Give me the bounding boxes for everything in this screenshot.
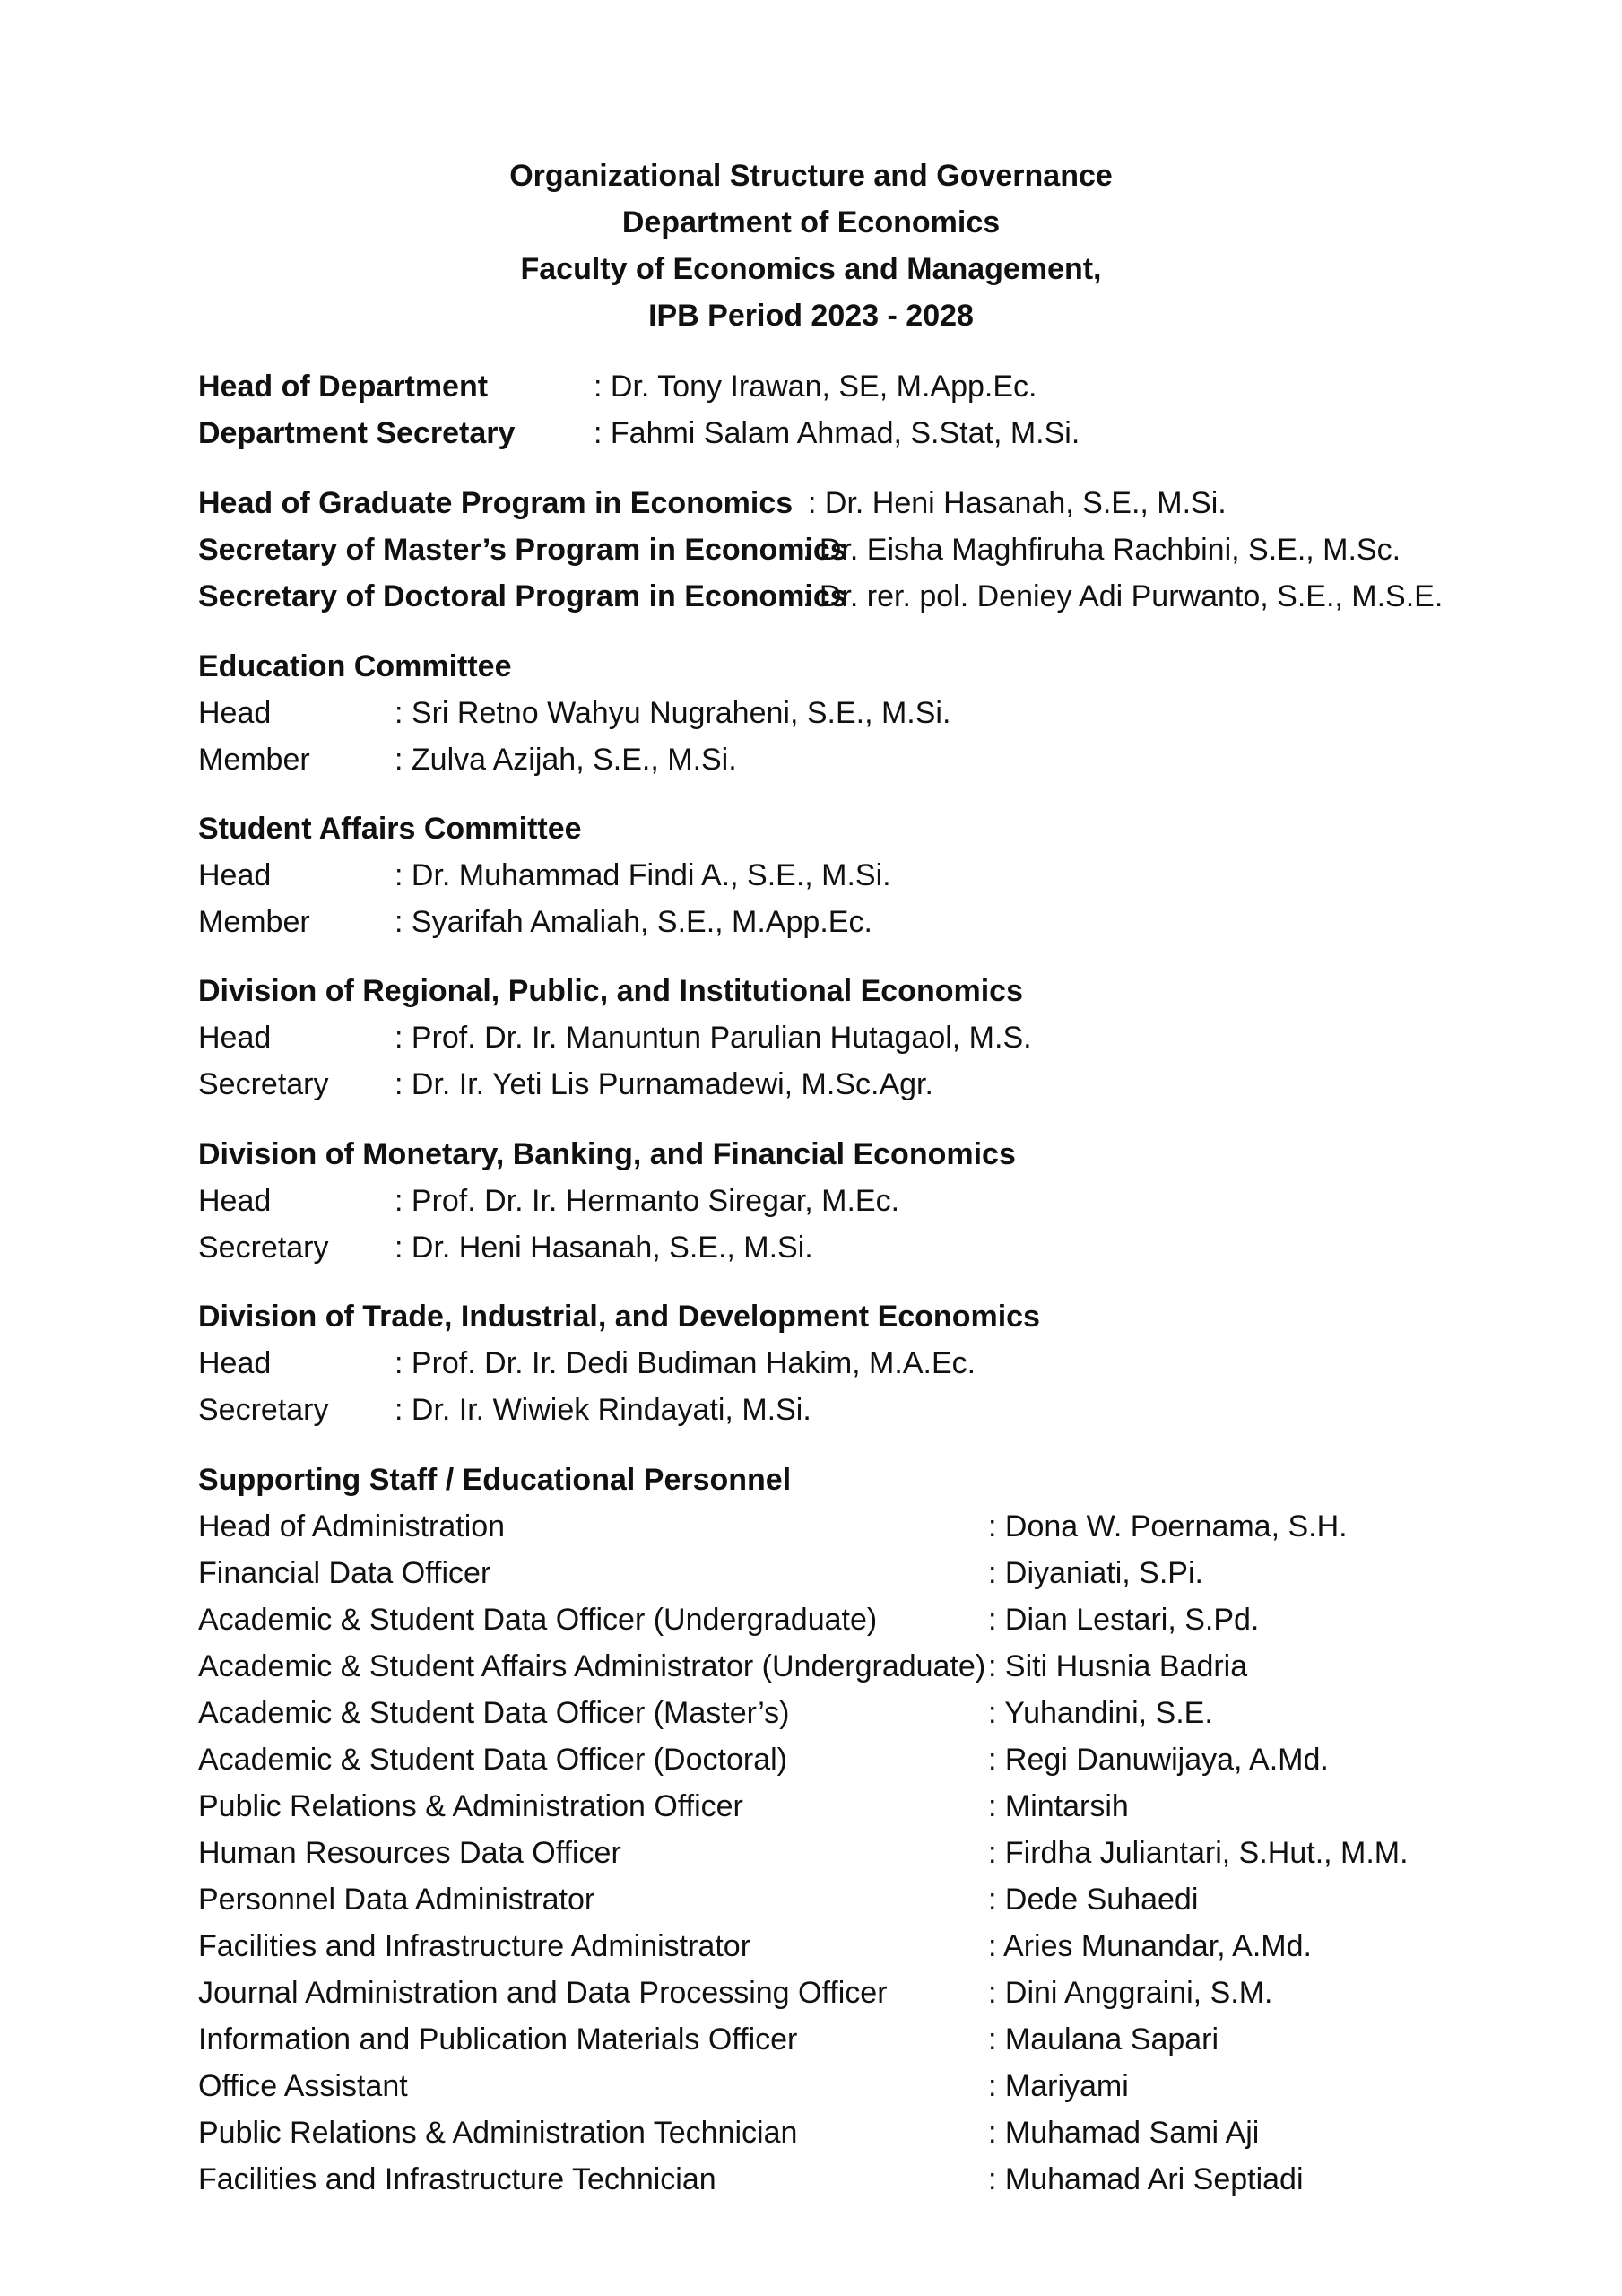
division-trade-head-value: : Prof. Dr. Ir. Dedi Budiman Hakim, M.A.Ec. — [395, 1346, 976, 1380]
masters-secretary-value: : Dr. Eisha Maghfiruha Rachbini, S.E., M.Sc. — [802, 533, 1401, 567]
staff-label: Public Relations & Administration Technician — [198, 2116, 798, 2150]
staff-label: Academic & Student Affairs Administrator (Undergraduate) — [198, 1649, 986, 1683]
education-committee-member-row — [198, 736, 737, 783]
staff-row — [198, 1970, 1273, 2016]
student-affairs-member-label: Member — [198, 905, 310, 939]
staff-row — [198, 1550, 1203, 1596]
title-line-4: IPB Period 2023 - 2028 — [648, 299, 974, 333]
staff-label: Academic & Student Data Officer (Master’s) — [198, 1696, 790, 1730]
staff-label: Human Resources Data Officer — [198, 1836, 621, 1870]
doctoral-secretary-row — [198, 573, 1444, 620]
doctoral-secretary-label: Secretary of Doctoral Program in Economics — [198, 579, 847, 613]
division-monetary-head-label: Head — [198, 1184, 272, 1218]
education-committee-head-value: : Sri Retno Wahyu Nugraheni, S.E., M.Si. — [395, 696, 951, 730]
division-regional-head-label: Head — [198, 1021, 272, 1055]
staff-row — [198, 1690, 1213, 1736]
staff-value: : Dian Lestari, S.Pd. — [988, 1603, 1260, 1637]
staff-label: Academic & Student Data Officer (Undergraduate) — [198, 1603, 878, 1637]
division-trade-secretary-value: : Dr. Ir. Wiwiek Rindayati, M.Si. — [395, 1393, 811, 1427]
education-committee-head-row — [198, 690, 951, 736]
staff-label: Financial Data Officer — [198, 1556, 491, 1590]
division-monetary-heading: Division of Monetary, Banking, and Financial Economics — [198, 1137, 1016, 1171]
head-of-department-row — [198, 363, 1037, 410]
staff-row — [198, 1503, 1348, 1550]
student-affairs-member-row — [198, 899, 872, 945]
staff-value: : Aries Munandar, A.Md. — [988, 1929, 1312, 1963]
staff-value: : Regi Danuwijaya, A.Md. — [988, 1743, 1329, 1777]
student-affairs-member-value: : Syarifah Amaliah, S.E., M.App.Ec. — [395, 905, 872, 939]
staff-row — [198, 1643, 1248, 1690]
staff-row — [198, 1830, 1409, 1876]
division-regional-secretary-label: Secretary — [198, 1067, 329, 1101]
division-trade-heading: Division of Trade, Industrial, and Development Economics — [198, 1300, 1040, 1334]
staff-label: Public Relations & Administration Officer — [198, 1789, 743, 1823]
staff-value: : Muhamad Sami Aji — [988, 2116, 1260, 2150]
staff-label: Information and Publication Materials Officer — [198, 2022, 798, 2057]
department-secretary-row — [198, 410, 1080, 457]
staff-row — [198, 1876, 1199, 1923]
staff-value: : Yuhandini, S.E. — [988, 1696, 1213, 1730]
staff-label: Head of Administration — [198, 1509, 506, 1544]
staff-value: : Muhamad Ari Septiadi — [988, 2162, 1304, 2196]
division-regional-secretary-row — [198, 1061, 933, 1108]
staff-row — [198, 2156, 1304, 2203]
staff-value: : Diyaniati, S.Pi. — [988, 1556, 1203, 1590]
division-monetary-head-row — [198, 1178, 900, 1224]
masters-secretary-label: Secretary of Master’s Program in Economics — [198, 533, 847, 567]
division-regional-secretary-value: : Dr. Ir. Yeti Lis Purnamadewi, M.Sc.Agr. — [395, 1067, 933, 1101]
staff-value: : Dede Suhaedi — [988, 1883, 1199, 1917]
staff-row — [198, 2063, 1129, 2109]
staff-value: : Dona W. Poernama, S.H. — [988, 1509, 1348, 1544]
department-secretary-value: : Fahmi Salam Ahmad, S.Stat, M.Si. — [594, 416, 1080, 450]
education-committee-head-label: Head — [198, 696, 272, 730]
staff-label: Journal Administration and Data Processing Officer — [198, 1976, 888, 2010]
title-line-3: Faculty of Economics and Management, — [520, 252, 1102, 286]
masters-secretary-row — [198, 526, 1401, 573]
staff-label: Facilities and Infrastructure Technician — [198, 2162, 716, 2196]
student-affairs-head-label: Head — [198, 858, 272, 892]
division-regional-head-row — [198, 1014, 1032, 1061]
supporting-staff-heading: Supporting Staff / Educational Personnel — [198, 1463, 792, 1497]
staff-row — [198, 2016, 1219, 2063]
staff-label: Office Assistant — [198, 2069, 408, 2103]
division-trade-head-label: Head — [198, 1346, 272, 1380]
division-monetary-secretary-value: : Dr. Heni Hasanah, S.E., M.Si. — [395, 1231, 813, 1265]
staff-value: : Siti Husnia Badria — [988, 1649, 1248, 1683]
document-title — [0, 152, 1622, 339]
head-of-department-label: Head of Department — [198, 370, 489, 404]
staff-label: Personnel Data Administrator — [198, 1883, 595, 1917]
graduate-head-value: : Dr. Heni Hasanah, S.E., M.Si. — [808, 486, 1227, 520]
graduate-head-label: Head of Graduate Program in Economics — [198, 486, 794, 520]
staff-value: : Maulana Sapari — [988, 2022, 1219, 2057]
student-affairs-head-row — [198, 852, 891, 899]
head-of-department-value: : Dr. Tony Irawan, SE, M.App.Ec. — [594, 370, 1037, 404]
staff-value: : Mariyami — [988, 2069, 1129, 2103]
division-monetary-secretary-label: Secretary — [198, 1231, 329, 1265]
education-committee-member-label: Member — [198, 743, 310, 777]
staff-row — [198, 1736, 1329, 1783]
department-secretary-label: Department Secretary — [198, 416, 516, 450]
staff-label: Facilities and Infrastructure Administrator — [198, 1929, 751, 1963]
education-committee-heading: Education Committee — [198, 649, 512, 683]
staff-row — [198, 1923, 1312, 1970]
staff-value: : Dini Anggraini, S.M. — [988, 1976, 1273, 2010]
education-committee-member-value: : Zulva Azijah, S.E., M.Si. — [395, 743, 737, 777]
title-line-1: Organizational Structure and Governance — [509, 159, 1113, 193]
title-line-2: Department of Economics — [621, 205, 1001, 239]
division-trade-secretary-label: Secretary — [198, 1393, 329, 1427]
division-monetary-head-value: : Prof. Dr. Ir. Hermanto Siregar, M.Ec. — [395, 1184, 900, 1218]
staff-row — [198, 1596, 1260, 1643]
division-regional-head-value: : Prof. Dr. Ir. Manuntun Parulian Hutagaol, M.S. — [395, 1021, 1032, 1055]
division-monetary-secretary-row — [198, 1224, 813, 1271]
student-affairs-heading: Student Affairs Committee — [198, 812, 582, 846]
division-regional-heading: Division of Regional, Public, and Institutional Economics — [198, 974, 1023, 1008]
graduate-head-row — [198, 480, 1227, 526]
division-trade-head-row — [198, 1340, 976, 1387]
staff-row — [198, 2109, 1260, 2156]
staff-value: : Firdha Juliantari, S.Hut., M.M. — [988, 1836, 1409, 1870]
staff-value: : Mintarsih — [988, 1789, 1129, 1823]
doctoral-secretary-value: : Dr. rer. pol. Deniey Adi Purwanto, S.E., M.S.E. — [802, 579, 1444, 613]
staff-label: Academic & Student Data Officer (Doctoral) — [198, 1743, 787, 1777]
staff-row — [198, 1783, 1129, 1830]
division-trade-secretary-row — [198, 1387, 811, 1433]
student-affairs-head-value: : Dr. Muhammad Findi A., S.E., M.Si. — [395, 858, 891, 892]
